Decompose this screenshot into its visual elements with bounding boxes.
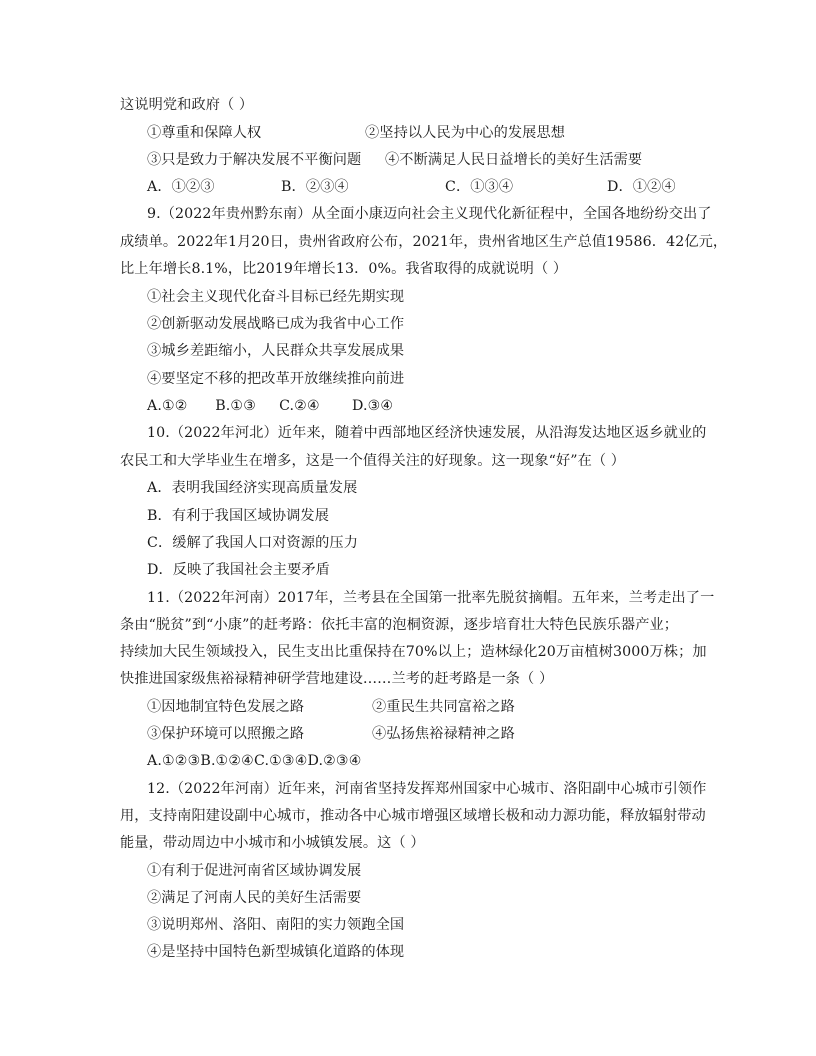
q9-option-1: ①社会主义现代化奋斗目标已经先期实现 xyxy=(147,289,405,305)
q8-option-3: ③只是致力于解决发展不平衡问题 xyxy=(147,152,362,168)
q11-option-2: ②重民生共同富裕之路 xyxy=(372,699,515,715)
q12-option-2: ②满足了河南人民的美好生活需要 xyxy=(147,890,362,906)
q12-stem-line-1: 12.（2022年河南）近年来，河南省坚持发挥郑州国家中心城市、洛阳副中心城市引领作 xyxy=(147,781,707,797)
q11-stem-line-2: 条由“脱贫”到“小康”的赶考路：依托丰富的泡桐资源，逐步培育壮大特色民族乐器产业； xyxy=(120,617,679,633)
q8-choice-b: B．②③④ xyxy=(281,179,349,195)
q8-stem-tail: 这说明党和政府（ ） xyxy=(120,97,254,113)
q9-stem-line-3: 比上年增长8.1%，比2019年增长13．0%。我省取得的成就说明（ ） xyxy=(120,261,568,277)
q10-option-d: D．反映了我国社会主要矛盾 xyxy=(147,562,330,578)
q9-option-2: ②创新驱动发展战略已成为我省中心工作 xyxy=(147,316,405,332)
q9-stem-line-2: 成绩单。2022年1月20日，贵州省政府公布，2021年，贵州省地区生产总值19586．42亿元， xyxy=(120,234,728,250)
q11-option-3: ③保护环境可以照搬之路 xyxy=(147,726,305,742)
q9-option-3: ③城乡差距缩小，人民群众共享发展成果 xyxy=(147,343,405,359)
q8-choice-d: D．①②④ xyxy=(607,179,676,195)
q8-option-1: ①尊重和保障人权 xyxy=(147,125,262,141)
q10-option-a: A．表明我国经济实现高质量发展 xyxy=(147,480,358,496)
q12-option-1: ①有利于促进河南省区域协调发展 xyxy=(147,863,362,879)
q8-choice-a: A．①②③ xyxy=(147,179,215,195)
q11-stem-line-3: 持续加大民生领域投入，民生支出比重保持在70%以上；造林绿化20万亩植树3000万株；加 xyxy=(120,644,707,660)
q11-stem-line-4: 快推进国家级焦裕禄精神研学营地建设……兰考的赶考路是一条（ ） xyxy=(120,671,554,687)
q12-stem-line-2: 用，支持南阳建设副中心城市，推动各中心城市增强区域增长极和动力源功能，释放辐射带动 xyxy=(120,808,706,824)
q8-option-2: ②坚持以人民为中心的发展思想 xyxy=(365,125,566,141)
q8-option-4: ④不断满足人民日益增长的美好生活需要 xyxy=(385,152,643,168)
q9-stem-line-1: 9.（2022年贵州黔东南）从全面小康迈向社会主义现代化新征程中，全国各地纷纷交出了 xyxy=(147,206,712,222)
q10-option-c: C．缓解了我国人口对资源的压力 xyxy=(147,535,358,551)
q12-option-3: ③说明郑州、洛阳、南阳的实力领跑全国 xyxy=(147,917,405,933)
q11-choices: A.①②③B.①②④C.①③④D.②③④ xyxy=(147,753,362,769)
q10-stem-line-2: 农民工和大学毕业生在增多，这是一个值得关注的好现象。这一现象“好”在（ ） xyxy=(120,453,626,469)
q8-choice-c: C．①③④ xyxy=(445,179,514,195)
q11-option-4: ④弘扬焦裕禄精神之路 xyxy=(372,726,515,742)
q10-stem-line-1: 10.（2022年河北）近年来，随着中西部地区经济快速发展，从沿海发达地区返乡就业的 xyxy=(147,425,707,441)
q9-choices: A.①② B.①③ C.②④ D.③④ xyxy=(147,398,394,414)
q9-option-4: ④要坚定不移的把改革开放继续推向前进 xyxy=(147,371,405,387)
q11-stem-line-1: 11.（2022年河南）2017年，兰考县在全国第一批率先脱贫摘帽。五年来，兰考走出了一 xyxy=(147,590,715,606)
q10-option-b: B．有利于我国区域协调发展 xyxy=(147,508,329,524)
q11-option-1: ①因地制宜特色发展之路 xyxy=(147,699,305,715)
q12-option-4: ④是坚持中国特色新型城镇化道路的体现 xyxy=(147,944,405,960)
q12-stem-line-3: 能量，带动周边中小城市和小城镇发展。这（ ） xyxy=(120,835,425,851)
